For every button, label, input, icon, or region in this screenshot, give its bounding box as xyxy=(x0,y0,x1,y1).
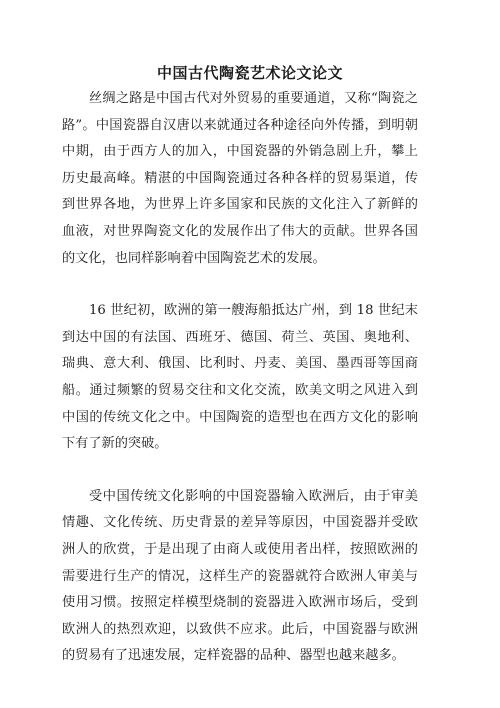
paragraph-silk-road: 丝绸之路是中国古代对外贸易的重要通道，又称“陶瓷之路”。中国瓷器自汉唐以来就通过各种途径向外传播，到明朝中期，由于西方人的加入，中国瓷器的外销急剧上升，攀上历史最高峰。精湛的中国陶瓷通过各种各样的贸易渠道，传到世界各地，为世界上许多国家和民族的文化注入了新鲜的血液，对世界陶瓷文化的发展作出了伟大的贡献。世界各国的文化，也同样影响着中国陶瓷艺术的发展。 xyxy=(62,91,418,266)
document-body xyxy=(62,86,418,670)
paragraph-custom-porcelain: 受中国传统文化影响的中国瓷器输入欧洲后，由于审美情趣、文化传统、历史背景的差异等原因，中国瓷器并受欧洲人的欣赏，于是出现了由商人或使用者出样，按照欧洲的需要进行生产的情况，这样生产的瓷器就符合欧洲人审美与使用习惯。按照定样模型烧制的瓷器进入欧洲市场后，受到欧洲人的热烈欢迎，以致供不应求。此后，中国瓷器与欧洲的贸易有了迅速发展，定样瓷器的品种、器型也越来越多。 xyxy=(62,488,418,664)
document-title: 中国古代陶瓷艺术论文论文 xyxy=(156,64,343,82)
paragraph-european-trade: 16 世纪初，欧洲的第一艘海船抵达广州，到 18 世纪末到达中国的有法国、西班牙、德国、荷兰、英国、奥地利、瑞典、意大利、俄国、比利时、丹麦、美国、墨西哥等国商船。通过频繁的贸易交往和文化交流，欧美文明之风进入到中国的传统文化之中。中国陶瓷的造型也在西方文化的影响下有了新的突破。 xyxy=(62,303,418,452)
